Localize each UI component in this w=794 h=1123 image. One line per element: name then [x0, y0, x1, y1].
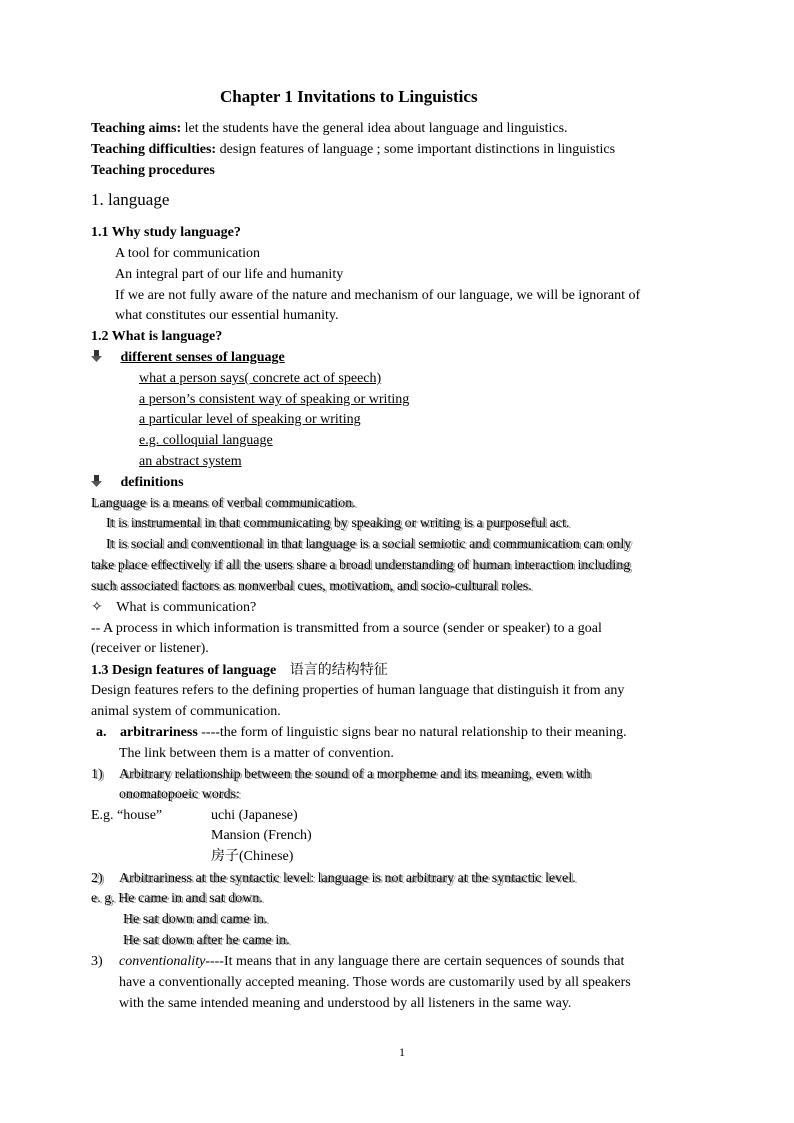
design-features-heading: 1.3 Design features of language [91, 663, 277, 678]
design-definition-2: animal system of communication. [91, 704, 281, 719]
why-item-1: A tool for communication [115, 246, 261, 261]
section-heading-language: 1. language [91, 190, 170, 209]
example-word-japanese: uchi (Japanese) [211, 808, 298, 823]
teaching-aims-text: let the students have the general idea about language and linguistics. [181, 121, 568, 136]
senses-heading: different senses of language [120, 350, 285, 365]
communication-answer-1: -- A process in which information is transmitted from a source (sender or speaker) to a goal [91, 621, 602, 636]
why-item-2: An integral part of our life and humanity [115, 267, 344, 282]
teaching-difficulties-text: design features of language ; some important distinctions in linguistics [216, 142, 616, 157]
definition-line-5: such associated factors as nonverbal cues, motivation, and socio-cultural roles. [91, 579, 532, 594]
item3-line-2: have a conventionally accepted meaning. Those words are customarily used by all speakers [119, 975, 631, 990]
why-item-3: If we are not fully aware of the nature and mechanism of our language, we will be ignorant of [115, 288, 641, 303]
arbitrariness-row [96, 724, 627, 742]
sense-item-2: a person’s consistent way of speaking or writing [139, 392, 410, 407]
teaching-aims-label: Teaching aims: [91, 121, 182, 136]
sense-item-4: e.g. colloquial language [139, 433, 273, 448]
example-label: E.g. “house” [91, 808, 163, 823]
syntactic-example-1: e. g. He came in and sat down. [91, 891, 263, 906]
item3-line-1 [119, 953, 624, 971]
item3-text-1: ----It means that in any language there are certain sequences of sounds that [205, 954, 625, 969]
teaching-aims [91, 120, 568, 138]
item3-term: conventionality [119, 954, 206, 969]
pointing-arrow-icon [91, 350, 103, 362]
definitions-heading: definitions [120, 475, 184, 490]
definition-line-4: take place effectively if all the users share a broad understanding of human interaction including [91, 558, 631, 573]
communication-question-row [91, 599, 256, 617]
item1-line-2: onomatopoeic words: [119, 787, 240, 802]
senses-row [91, 349, 285, 367]
design-features-chinese: 语言的结构特征 [289, 662, 388, 678]
sense-item-3: a particular level of speaking or writing [139, 412, 361, 427]
why-item-3-cont: what constitutes our essential humanity. [115, 308, 339, 323]
communication-answer-2: (receiver or listener). [91, 641, 209, 656]
teaching-difficulties [91, 141, 615, 159]
pointing-arrow-icon [91, 475, 103, 487]
teaching-difficulties-label: Teaching difficulties: [91, 142, 217, 157]
item2-text: Arbitrariness at the syntactic level: language is not arbitrary at the syntactic level. [119, 871, 576, 886]
syntactic-example-2: He sat down and came in. [123, 912, 268, 927]
design-features-heading-row [91, 661, 388, 680]
page-number: 1 [399, 1045, 405, 1059]
arbitrariness-text-2: The link between them is a matter of convention. [119, 746, 394, 761]
sense-item-1: what a person says( concrete act of speech) [139, 371, 382, 386]
item1-number: 1) [91, 767, 103, 782]
teaching-procedures-label: Teaching procedures [91, 163, 215, 178]
item2-number: 2) [91, 871, 103, 886]
diamond-star-icon: ✧ [91, 600, 103, 615]
arbitrariness-marker: a. [96, 725, 107, 740]
definition-line-3: It is social and conventional in that language is a social semiotic and communication can only [106, 537, 632, 552]
item1-line-1: Arbitrary relationship between the sound of a morpheme and its meaning, even with [119, 767, 591, 782]
subsection-heading-why-study: 1.1 Why study language? [91, 225, 241, 240]
subsection-heading-what-is: 1.2 What is language? [91, 329, 223, 344]
syntactic-example-3: He sat down after he came in. [123, 933, 290, 948]
example-word-chinese: 房子(Chinese) [211, 849, 294, 864]
item3-line-3: with the same intended meaning and understood by all listeners in the same way. [119, 996, 572, 1011]
item3-number: 3) [91, 954, 103, 969]
definitions-row [91, 474, 184, 492]
chapter-title: Chapter 1 Invitations to Linguistics [220, 87, 478, 106]
definition-line-2: It is instrumental in that communicating by speaking or writing is a purposeful act. [106, 516, 570, 531]
communication-question: What is communication? [116, 600, 257, 615]
sense-item-5: an abstract system [139, 454, 242, 469]
definition-line-1: Language is a means of verbal communication. [91, 496, 356, 511]
design-definition-1: Design features refers to the defining properties of human language that distinguish it from any [91, 683, 625, 698]
arbitrariness-text: ----the form of linguistic signs bear no natural relationship to their meaning. [197, 725, 627, 740]
example-word-french: Mansion (French) [211, 828, 312, 843]
arbitrariness-term: arbitrariness [120, 725, 198, 740]
